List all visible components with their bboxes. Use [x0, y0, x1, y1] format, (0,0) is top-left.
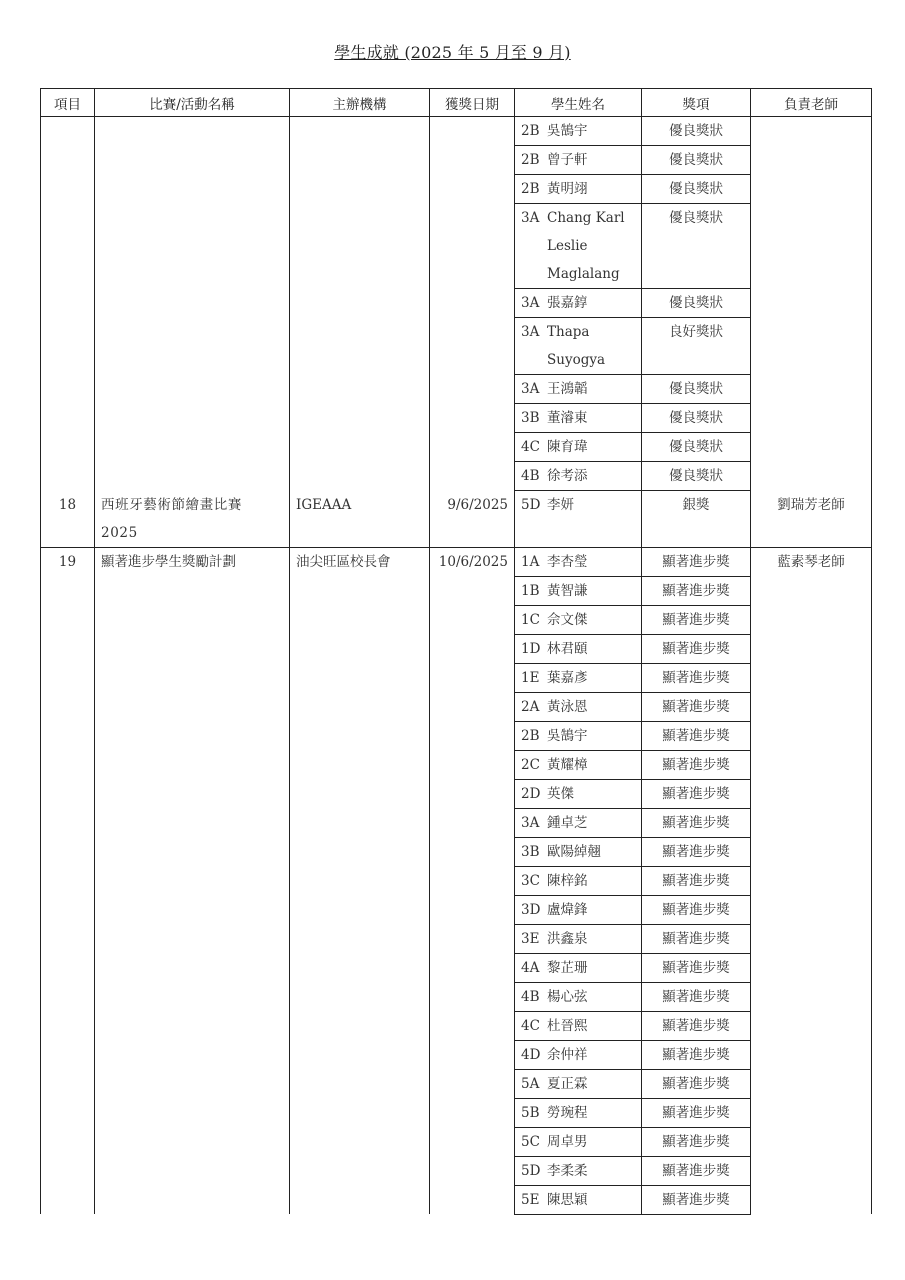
cell-award: 顯著進步獎 [642, 1156, 751, 1185]
cell-student: 3B 董濬東 [515, 404, 642, 433]
cell-award: 優良獎狀 [642, 433, 751, 462]
cell-award: 顯著進步獎 [642, 721, 751, 750]
cell-award: 顯著進步獎 [642, 1098, 751, 1127]
cell-student: 4C 陳育瑋 [515, 433, 642, 462]
cell-event: 西班牙藝術節繪畫比賽 2025 [95, 491, 290, 548]
cell-student: 5B 勞琬程 [515, 1098, 642, 1127]
header-row [41, 89, 872, 117]
cell-student: 4C 杜晉熙 [515, 1011, 642, 1040]
cell-award: 顯著進步獎 [642, 576, 751, 605]
cell-student: 5A 夏正霖 [515, 1069, 642, 1098]
cell-student: 4B 徐考添 [515, 462, 642, 491]
header-organizer: 主辦機構 [290, 89, 430, 117]
cell-award: 優良獎狀 [642, 404, 751, 433]
cell-award: 顯著進步獎 [642, 692, 751, 721]
page-title: 學生成就 (2025 年 5 月至 9 月) [334, 43, 571, 62]
cell-student: 2B 吳鵠宇 [515, 117, 642, 146]
cell-student: 3B 歐陽綽翹 [515, 837, 642, 866]
cell-student: 5E 陳思穎 [515, 1185, 642, 1214]
cell-date: 9/6/2025 [430, 491, 515, 548]
cell-student: 3A 張嘉錞 [515, 289, 642, 318]
cell-award: 顯著進步獎 [642, 605, 751, 634]
cell-award: 顯著進步獎 [642, 808, 751, 837]
table-row [41, 491, 872, 548]
cell-award: 顯著進步獎 [642, 866, 751, 895]
cell-student: 1A 李杏瑩 [515, 547, 642, 576]
cell-date: 10/6/2025 [430, 547, 515, 1214]
cell-award: 顯著進步獎 [642, 924, 751, 953]
cell-student: 2A 黃泳恩 [515, 692, 642, 721]
cell-student: 3E 洪鑫泉 [515, 924, 642, 953]
cell-award: 良好獎狀 [642, 318, 751, 375]
cell-student: 2C 黃耀樟 [515, 750, 642, 779]
cell-award: 顯著進步獎 [642, 1040, 751, 1069]
cell-student: 2D 英傑 [515, 779, 642, 808]
cell-award: 顯著進步獎 [642, 779, 751, 808]
cell-award: 顯著進步獎 [642, 953, 751, 982]
cell-student: 5D 李妍 [515, 491, 642, 548]
cell-award: 顯著進步獎 [642, 750, 751, 779]
cell-award: 銀獎 [642, 491, 751, 548]
header-award: 獎項 [642, 89, 751, 117]
cell-award: 顯著進步獎 [642, 1011, 751, 1040]
cell-organizer: 油尖旺區校長會 [290, 547, 430, 1214]
cell-student: 5D 李柔柔 [515, 1156, 642, 1185]
cell-student: 3A 王鴻韜 [515, 375, 642, 404]
header-item-no: 項目 [41, 89, 95, 117]
table-row [41, 547, 872, 576]
header-teacher: 負責老師 [751, 89, 872, 117]
cell-student: 2B 吳鵠宇 [515, 721, 642, 750]
header-date: 獲獎日期 [430, 89, 515, 117]
header-student: 學生姓名 [515, 89, 642, 117]
cell-award: 優良獎狀 [642, 289, 751, 318]
cell-student: 1E 葉嘉彥 [515, 663, 642, 692]
cell-award: 顯著進步獎 [642, 1127, 751, 1156]
cell-award: 優良獎狀 [642, 462, 751, 491]
cell-event [95, 117, 290, 491]
cell-student: 2B 黃明翊 [515, 175, 642, 204]
cell-student: 1C 佘文傑 [515, 605, 642, 634]
cell-student: 3A 鍾卓芝 [515, 808, 642, 837]
cell-student: 4D 余仲祥 [515, 1040, 642, 1069]
cell-award: 顯著進步獎 [642, 1069, 751, 1098]
cell-item-no [41, 117, 95, 491]
cell-award: 優良獎狀 [642, 375, 751, 404]
cell-event: 顯著進步學生獎勵計劃 [95, 547, 290, 1214]
header-event: 比賽/活動名稱 [95, 89, 290, 117]
cell-student: 3C 陳梓銘 [515, 866, 642, 895]
cell-student: 3A Chang Karl Leslie Maglalang [515, 204, 642, 289]
cell-student: 2B 曾子軒 [515, 146, 642, 175]
cell-date [430, 117, 515, 491]
cell-award: 優良獎狀 [642, 146, 751, 175]
cell-organizer: IGEAAA [290, 491, 430, 548]
cell-award: 顯著進步獎 [642, 547, 751, 576]
cell-student: 3D 盧煒鋒 [515, 895, 642, 924]
cell-teacher: 劉瑞芳老師 [751, 491, 872, 548]
table-row [41, 117, 872, 146]
cell-item-no: 19 [41, 547, 95, 1214]
cell-award: 優良獎狀 [642, 175, 751, 204]
cell-student: 4B 楊心弦 [515, 982, 642, 1011]
cell-student: 1B 黃智謙 [515, 576, 642, 605]
cell-award: 顯著進步獎 [642, 634, 751, 663]
achievements-table [40, 88, 872, 1215]
cell-student: 4A 黎芷珊 [515, 953, 642, 982]
cell-award: 優良獎狀 [642, 117, 751, 146]
cell-teacher: 藍素琴老師 [751, 547, 872, 1214]
cell-award: 顯著進步獎 [642, 663, 751, 692]
cell-student: 1D 林君頤 [515, 634, 642, 663]
cell-award: 優良獎狀 [642, 204, 751, 289]
cell-award: 顯著進步獎 [642, 837, 751, 866]
cell-award: 顯著進步獎 [642, 982, 751, 1011]
cell-student: 5C 周卓男 [515, 1127, 642, 1156]
cell-award: 顯著進步獎 [642, 895, 751, 924]
cell-award: 顯著進步獎 [642, 1185, 751, 1214]
cell-item-no: 18 [41, 491, 95, 548]
cell-teacher [751, 117, 872, 491]
cell-organizer [290, 117, 430, 491]
cell-student: 3A Thapa Suyogya [515, 318, 642, 375]
